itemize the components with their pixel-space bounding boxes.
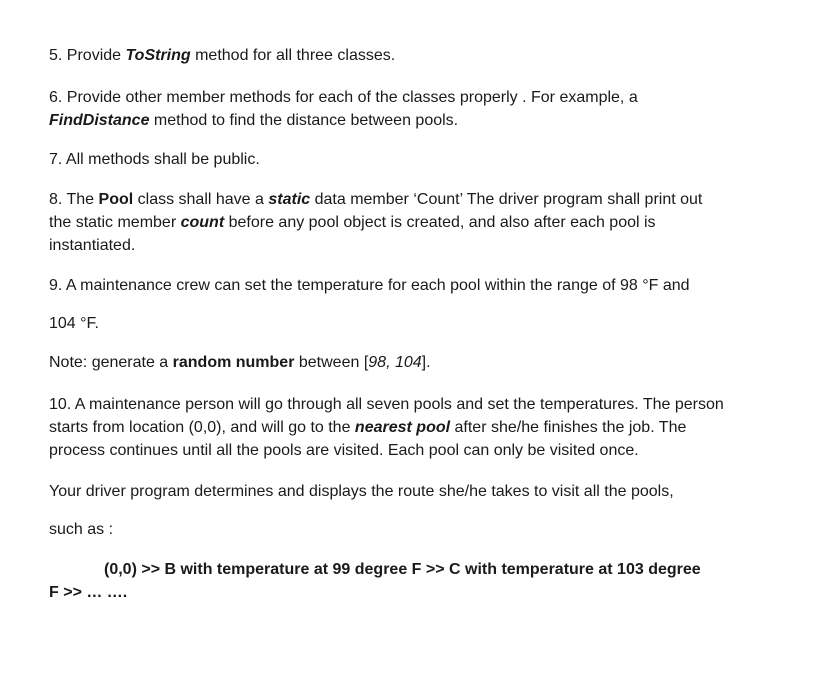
item-8-line2-pre: the static member — [49, 214, 181, 231]
item-8-mid2: data member ‘Count’ The driver program shall print out — [310, 191, 703, 208]
item-8-line3: instantiated. — [49, 237, 136, 254]
item-9-line1: 9. A maintenance crew can set the temperature for each pool within the range of 98 °F and — [49, 277, 690, 294]
item-10-line3: process continues until all the pools are visited. Each pool can only be visited once. — [49, 442, 639, 459]
item-6 — [49, 86, 638, 132]
item-6-line1: 6. Provide other member methods for each of the classes properly . For example, a — [49, 89, 638, 106]
example-line2: F >> … …. — [49, 584, 128, 601]
item-6-post: method to find the distance between pools. — [149, 112, 459, 129]
driver-line1: Your driver program determines and displays the route she/he takes to visit all the pools, — [49, 483, 674, 500]
note-mid: between [ — [294, 354, 369, 371]
item-6-term: FindDistance — [49, 112, 150, 129]
item-8-pre: 8. The — [49, 191, 99, 208]
note — [49, 351, 431, 374]
item-10-line2 — [49, 416, 724, 439]
item-8-static: static — [268, 191, 311, 208]
item-8-line2 — [49, 211, 702, 234]
item-5-term: ToString — [125, 47, 191, 64]
item-8-mid1: class shall have a — [133, 191, 269, 208]
item-5-pre: 5. Provide — [49, 47, 126, 64]
note-range: 98, 104 — [368, 354, 422, 371]
item-10-line1: 10. A maintenance person will go through all seven pools and set the temperatures. The person — [49, 396, 724, 413]
item-9-line2: 104 °F. — [49, 315, 99, 332]
item-8-pool: Pool — [98, 191, 134, 208]
item-8-line1 — [49, 188, 702, 211]
example-line1: (0,0) >> B with temperature at 99 degree F >> C with temperature at 103 degree — [104, 561, 701, 578]
item-10 — [49, 393, 724, 462]
item-8 — [49, 188, 702, 257]
note-bold: random number — [172, 354, 295, 371]
item-5-post: method for all three classes. — [190, 47, 396, 64]
item-10-nearest: nearest pool — [354, 419, 451, 436]
note-post: ]. — [421, 354, 431, 371]
item-10-line2-post: after she/he finishes the job. The — [450, 419, 687, 436]
item-8-count: count — [180, 214, 225, 231]
item-6-line2 — [49, 109, 638, 132]
driver-line2: such as : — [49, 521, 114, 538]
item-8-line2-post: before any pool object is created, and also after each pool is — [224, 214, 656, 231]
note-pre: Note: generate a — [49, 354, 173, 371]
item-7: 7. All methods shall be public. — [49, 151, 260, 168]
item-5 — [49, 44, 395, 67]
item-10-line2-pre: starts from location (0,0), and will go to the — [49, 419, 355, 436]
